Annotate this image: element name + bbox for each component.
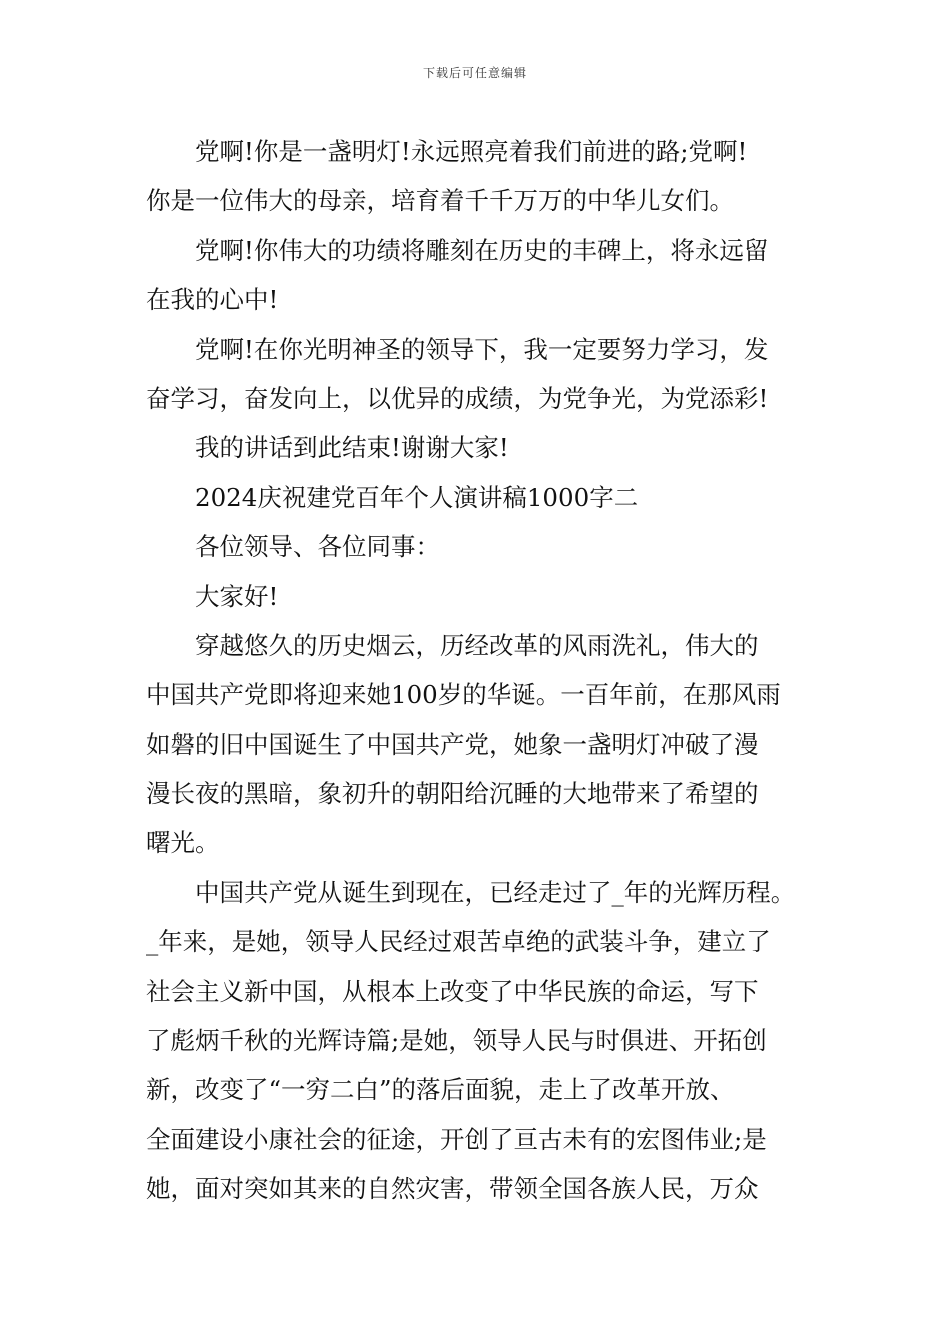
document-body — [146, 127, 816, 1214]
text-line: 2024庆祝建党百年个人演讲稿1000字二 — [195, 482, 639, 512]
text-line: 党啊!你伟大的功绩将雕刻在历史的丰碑上，将永远留 — [195, 235, 769, 265]
text-line: 穿越悠久的历史烟云，历经改革的风雨洗礼，伟大的 — [195, 630, 759, 660]
text-line: 中国共产党即将迎来她100岁的华诞。一百年前，在那风雨 — [146, 680, 781, 710]
text-line: 如磐的旧中国诞生了中国共产党，她象一盏明灯冲破了漫 — [146, 729, 759, 759]
text-line: 奋学习，奋发向上，以优异的成绩，为党争光，为党添彩! — [146, 383, 769, 413]
text-line: 全面建设小康社会的征途，开创了亘古未有的宏图伟业;是 — [146, 1124, 767, 1154]
text-line: 在我的心中! — [146, 285, 279, 315]
text-line: 漫长夜的黑暗，象初升的朝阳给沉睡的大地带来了希望的 — [146, 779, 759, 809]
text-line: 我的讲话到此结束!谢谢大家! — [195, 433, 509, 463]
text-line: _年来，是她，领导人民经过艰苦卓绝的武装斗争，建立了 — [146, 927, 771, 957]
text-line: 党啊!你是一盏明灯!永远照亮着我们前进的路;党啊! — [195, 137, 748, 166]
page-header-note: 下载后可任意编辑 — [422, 66, 527, 80]
text-line: 你是一位伟大的母亲，培育着千千万万的中华儿女们。 — [146, 186, 734, 216]
text-line: 大家好! — [195, 581, 279, 611]
text-line: 她，面对突如其来的自然灾害，带领全国各族人民，万众 — [146, 1174, 759, 1204]
text-line: 各位领导、各位同事： — [195, 532, 440, 562]
text-line: 社会主义新中国，从根本上改变了中华民族的命运，写下 — [146, 976, 759, 1006]
text-line: 曙光。 — [146, 828, 220, 858]
text-line: 了彪炳千秋的光辉诗篇;是她，领导人民与时俱进、开拓创 — [146, 1026, 767, 1056]
text-line: 党啊!在你光明神圣的领导下，我一定要努力学习，发 — [195, 334, 769, 364]
text-line: 新，改变了“一穷二白”的落后面貌，走上了改革开放、 — [146, 1075, 735, 1105]
text-line: 中国共产党从诞生到现在，已经走过了_年的光辉历程。 — [195, 877, 796, 907]
